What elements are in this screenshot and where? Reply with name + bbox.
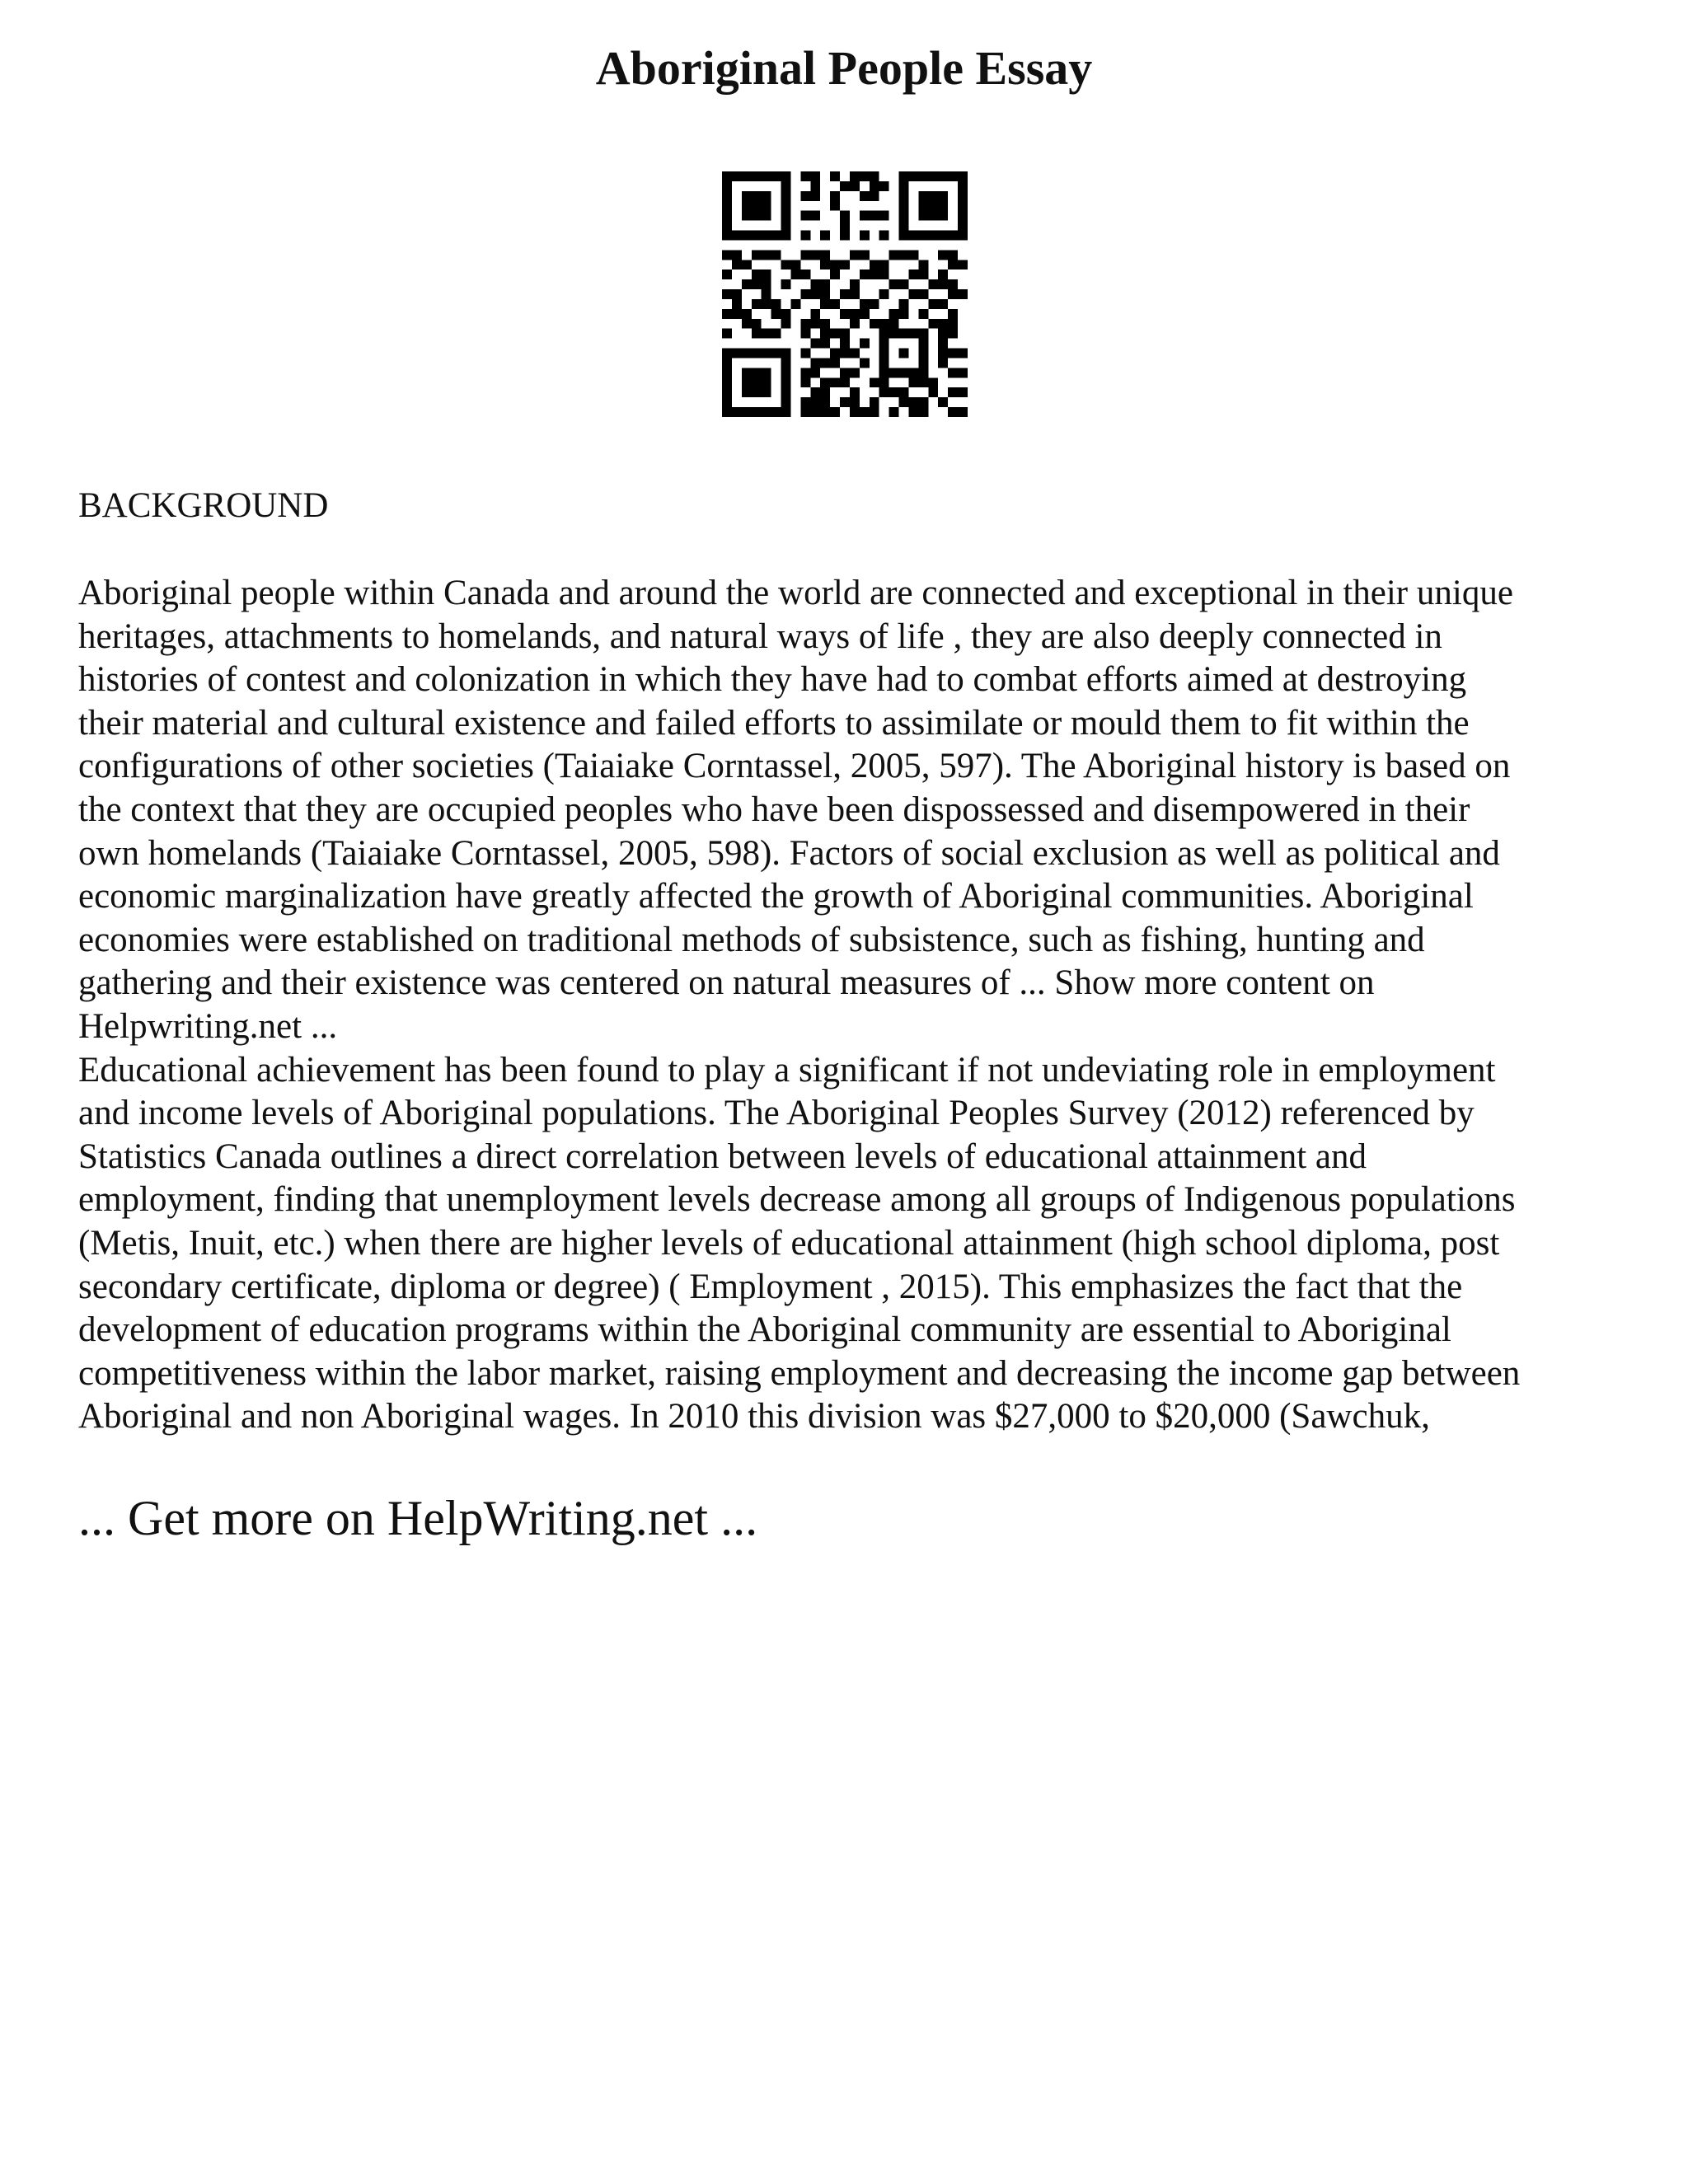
text-line: their material and cultural existence and failed efforts to assimilate or mould them to fit within the xyxy=(78,703,1470,743)
text-line: economies were established on traditional methods of subsistence, such as fishing, hunting and xyxy=(78,920,1425,959)
text-line: own homelands (Taiaiake Corntassel, 2005, 598). Factors of social exclusion as well as political and xyxy=(78,833,1500,873)
text-line: secondary certificate, diploma or degree) ( Employment , 2015). This emphasizes the fact that the xyxy=(78,1267,1463,1306)
paragraph-background xyxy=(78,572,1628,1049)
text-line: gathering and their existence was centered on natural measures of ... Show more content on xyxy=(78,963,1375,1003)
text-line: employment, finding that unemployment levels decrease among all groups of Indigenous populations xyxy=(78,1180,1516,1220)
section-heading: BACKGROUND xyxy=(78,486,329,525)
paragraph-education xyxy=(78,1049,1628,1439)
text-line: (Metis, Inuit, etc.) when there are higher levels of educational attainment (high school diploma, post xyxy=(78,1223,1500,1263)
text-line: Helpwriting.net ... xyxy=(78,1006,338,1046)
text-line: histories of contest and colonization in which they have had to combat efforts aimed at destroying xyxy=(78,660,1467,700)
text-line: development of education programs within the Aboriginal community are essential to Aboriginal xyxy=(78,1310,1451,1350)
text-line: heritages, attachments to homelands, and natural ways of life , they are also deeply connected in xyxy=(78,616,1442,656)
text-line: and income levels of Aboriginal populations. The Aboriginal Peoples Survey (2012) referenced by xyxy=(78,1094,1475,1133)
text-line: competitiveness within the labor market, raising employment and decreasing the income gap between xyxy=(78,1353,1521,1393)
document-title: Aboriginal People Essay xyxy=(595,41,1093,95)
text-line: configurations of other societies (Taiaiake Corntassel, 2005, 597). The Aboriginal history is based on xyxy=(78,747,1511,786)
text-line: the context that they are occupied peoples who have been dispossessed and disempowered in their xyxy=(78,790,1470,829)
get-more-link[interactable]: ... Get more on HelpWriting.net ... xyxy=(78,1491,758,1545)
text-line: economic marginalization have greatly affected the growth of Aboriginal communities. Aboriginal xyxy=(78,877,1474,916)
text-line: Educational achievement has been found to play a significant if not undeviating role in employment xyxy=(78,1050,1496,1090)
qr-code-icon xyxy=(722,171,968,417)
text-line: Aboriginal people within Canada and around the world are connected and exceptional in their unique xyxy=(78,574,1513,612)
qr-code-graphic xyxy=(722,171,968,417)
text-line: Aboriginal and non Aboriginal wages. In 2010 this division was $27,000 to $20,000 (Sawchuk, xyxy=(78,1397,1430,1436)
text-line: Statistics Canada outlines a direct correlation between levels of educational attainment and xyxy=(78,1137,1367,1176)
essay-body xyxy=(78,572,1628,1439)
